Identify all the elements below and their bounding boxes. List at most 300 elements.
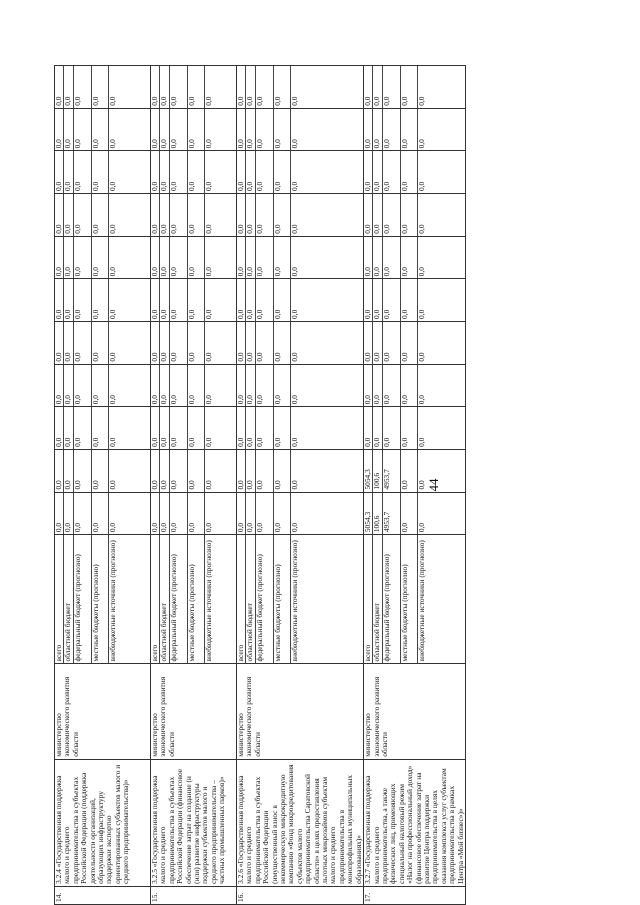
table-row bbox=[151, 66, 237, 905]
value-cell: 0,0 bbox=[108, 309, 118, 319]
value-cell: 0,0 bbox=[204, 96, 214, 106]
value-cell: 0,0 bbox=[246, 151, 255, 193]
value-column bbox=[364, 108, 466, 151]
value-cell: 0,0 bbox=[274, 322, 292, 364]
value-column bbox=[364, 194, 466, 237]
value-cell: 0,0 bbox=[256, 237, 274, 279]
value-column bbox=[364, 364, 466, 407]
value-cell: 0,0 bbox=[274, 407, 292, 449]
value-column bbox=[55, 364, 151, 407]
value-cell: 0,0 bbox=[246, 493, 255, 535]
value-cell: 0,0 bbox=[290, 437, 300, 447]
value-cell: 0,0 bbox=[256, 322, 274, 364]
value-cell: 0,0 bbox=[401, 66, 419, 108]
value-column bbox=[364, 449, 466, 492]
value-cell: 0,0 bbox=[417, 352, 427, 362]
value-column bbox=[237, 66, 364, 109]
value-cell: 0,0 bbox=[383, 365, 401, 407]
value-cell: 0,0 bbox=[256, 194, 274, 236]
value-cell: 0,0 bbox=[274, 151, 292, 193]
value-cell: 0,0 bbox=[256, 109, 274, 151]
value-cell: 0,0 bbox=[92, 365, 110, 407]
funding-sources bbox=[237, 535, 364, 664]
value-cell: 0,0 bbox=[237, 407, 246, 449]
value-cell: 0,0 bbox=[55, 109, 64, 151]
value-cell: 0,0 bbox=[256, 493, 274, 535]
value-cell: 0,0 bbox=[204, 181, 214, 192]
value-cell: 0,0 bbox=[274, 450, 292, 492]
value-column bbox=[364, 407, 466, 450]
value-cell: 0,0 bbox=[373, 322, 382, 364]
value-cell: 0,0 bbox=[64, 151, 73, 193]
value-cell: 0,0 bbox=[373, 194, 382, 236]
value-cell: 0,0 bbox=[108, 395, 118, 405]
value-cell: 0,0 bbox=[188, 407, 206, 449]
value-cell: 0,0 bbox=[204, 139, 214, 149]
value-cell: 0,0 bbox=[74, 66, 92, 108]
value-cell: 0,0 bbox=[417, 224, 427, 234]
value-cell: 0,0 bbox=[188, 279, 206, 321]
value-cell: 0,0 bbox=[92, 407, 110, 449]
value-cell: 0,0 bbox=[417, 181, 427, 192]
executor: министерство экономического развития области bbox=[55, 664, 151, 759]
source-label: всего bbox=[364, 535, 373, 663]
value-cell: 0,0 bbox=[151, 450, 160, 492]
value-cell: 0,0 bbox=[383, 407, 401, 449]
value-cell: 0,0 bbox=[55, 322, 64, 364]
value-cell: 0,0 bbox=[92, 151, 110, 193]
value-cell: 0,0 bbox=[364, 365, 373, 407]
value-column bbox=[55, 492, 151, 535]
source-label: всего bbox=[55, 535, 64, 663]
value-cell: 0,0 bbox=[290, 96, 300, 106]
value-cell: 0,0 bbox=[417, 480, 427, 490]
value-column bbox=[151, 449, 237, 492]
value-cell: 0,0 bbox=[364, 109, 373, 151]
value-cell: 0,0 bbox=[274, 109, 292, 151]
value-cell: 0,0 bbox=[64, 109, 73, 151]
value-cell: 0,0 bbox=[204, 309, 214, 319]
value-column bbox=[237, 321, 364, 364]
value-cell: 0,0 bbox=[383, 109, 401, 151]
value-cell: 0,0 bbox=[74, 279, 92, 321]
table-row bbox=[237, 66, 364, 905]
value-column bbox=[55, 279, 151, 322]
source-label: внебюджетные источники (прогнозно) bbox=[204, 540, 214, 662]
row-number: 16. bbox=[237, 886, 364, 904]
value-cell: 0,0 bbox=[383, 194, 401, 236]
value-cell: 0,0 bbox=[237, 194, 246, 236]
value-cell: 0,0 bbox=[151, 151, 160, 193]
value-column bbox=[151, 321, 237, 364]
value-column bbox=[55, 66, 151, 109]
value-cell: 0,0 bbox=[170, 450, 188, 492]
value-cell: 0,0 bbox=[151, 109, 160, 151]
row-number: 15. bbox=[151, 886, 237, 904]
value-cell: 0,0 bbox=[237, 279, 246, 321]
value-column bbox=[237, 492, 364, 535]
value-column bbox=[364, 151, 466, 194]
value-cell: 0,0 bbox=[417, 139, 427, 149]
value-cell: 0,0 bbox=[55, 237, 64, 279]
source-label: областной бюджет bbox=[160, 535, 169, 663]
value-cell: 0,0 bbox=[401, 194, 419, 236]
value-cell: 0,0 bbox=[92, 194, 110, 236]
value-cell: 0,0 bbox=[170, 194, 188, 236]
value-cell: 0,0 bbox=[188, 237, 206, 279]
value-cell: 0,0 bbox=[108, 480, 118, 490]
value-cell: 0,0 bbox=[55, 151, 64, 193]
value-cell: 0,0 bbox=[383, 322, 401, 364]
value-cell: 0,0 bbox=[74, 194, 92, 236]
value-cell: 0,0 bbox=[151, 279, 160, 321]
value-cell: 0,0 bbox=[383, 237, 401, 279]
value-cell: 0,0 bbox=[92, 66, 110, 108]
value-cell: 0,0 bbox=[246, 237, 255, 279]
source-label: местные бюджеты (прогнозно) bbox=[188, 535, 206, 663]
value-cell: 0,0 bbox=[108, 139, 118, 149]
value-cell: 0,0 bbox=[364, 66, 373, 108]
value-cell: 0,0 bbox=[170, 407, 188, 449]
value-column bbox=[364, 236, 466, 279]
measure-name: 3.2.4 «Государственная поддержка малого и среднего предпринимательства в субъектах Российской Федерации (поддержка деятельности организаций, образующих инфраструктуру поддержки экспортно ориентированных субъектов малого и среднего предпринимательства)» bbox=[55, 759, 151, 886]
measure-name: 3.2.7 «Государственная поддержка малого и среднего предпринимательства, а также физических лиц, применяющих специальный налоговый режим «Налог на профессиональный доход» (финансовое обеспечение затрат на развитие Центра поддержки предпринимательства в целях оказания комплекса услуг субъектам предпринимательства в рамках Центра «Мой бизнес»)» bbox=[364, 759, 466, 886]
value-cell: 0,0 bbox=[364, 407, 373, 449]
value-column bbox=[237, 364, 364, 407]
value-cell: 0,0 bbox=[74, 237, 92, 279]
value-cell: 0,0 bbox=[401, 322, 419, 364]
value-cell: 0,0 bbox=[274, 365, 292, 407]
value-cell: 100,6 bbox=[373, 450, 382, 492]
value-cell: 0,0 bbox=[108, 224, 118, 234]
value-cell: 0,0 bbox=[92, 109, 110, 151]
value-cell: 0,0 bbox=[160, 322, 169, 364]
row-number: 17. bbox=[364, 886, 466, 904]
value-cell: 0,0 bbox=[237, 237, 246, 279]
value-column bbox=[237, 279, 364, 322]
value-column bbox=[237, 236, 364, 279]
value-column bbox=[55, 194, 151, 237]
value-cell: 0,0 bbox=[290, 181, 300, 192]
value-column bbox=[151, 151, 237, 194]
value-cell: 0,0 bbox=[92, 493, 110, 535]
value-cell: 0,0 bbox=[290, 139, 300, 149]
value-cell: 0,0 bbox=[290, 352, 300, 362]
value-cell: 0,0 bbox=[74, 407, 92, 449]
budget-table bbox=[54, 65, 466, 905]
source-label: федеральный бюджет (прогнозно) bbox=[74, 535, 92, 663]
executor: министерство экономического развития области bbox=[237, 664, 364, 759]
value-cell: 0,0 bbox=[401, 109, 419, 151]
value-cell: 0,0 bbox=[64, 450, 73, 492]
value-cell: 0,0 bbox=[364, 194, 373, 236]
measure-name: 3.2.5 «Государственная поддержка малого и среднего предпринимательства в субъектах Российской Федерации (финансовое обеспечение затрат на создание (и (или) развитие инфраструктуры поддержки субъектов малого и среднего предпринимательства – частных промышленных парков)» bbox=[151, 759, 237, 886]
value-cell: 0,0 bbox=[237, 365, 246, 407]
value-column bbox=[55, 449, 151, 492]
value-cell: 0,0 bbox=[188, 194, 206, 236]
value-cell: 0,0 bbox=[160, 66, 169, 108]
table-row bbox=[364, 66, 466, 905]
value-cell: 0,0 bbox=[170, 279, 188, 321]
value-cell: 0,0 bbox=[417, 309, 427, 319]
value-column bbox=[237, 194, 364, 237]
value-cell: 0,0 bbox=[383, 151, 401, 193]
value-column bbox=[55, 151, 151, 194]
value-cell: 0,0 bbox=[64, 66, 73, 108]
value-cell: 0,0 bbox=[401, 237, 419, 279]
value-cell: 0,0 bbox=[170, 109, 188, 151]
source-label: внебюджетные источники (прогнозно) bbox=[417, 540, 427, 662]
rotated-content bbox=[54, 65, 614, 905]
value-cell: 0,0 bbox=[74, 493, 92, 535]
value-cell: 0,0 bbox=[188, 66, 206, 108]
value-cell: 0,0 bbox=[74, 365, 92, 407]
value-cell: 0,0 bbox=[151, 322, 160, 364]
value-cell: 0,0 bbox=[204, 437, 214, 447]
row-number: 14. bbox=[55, 886, 151, 904]
value-cell: 0,0 bbox=[204, 395, 214, 405]
value-cell: 100,6 bbox=[373, 493, 382, 535]
value-column bbox=[151, 66, 237, 109]
source-label: областной бюджет bbox=[373, 535, 382, 663]
value-cell: 0,0 bbox=[274, 279, 292, 321]
value-column bbox=[151, 492, 237, 535]
value-cell: 0,0 bbox=[373, 237, 382, 279]
value-cell: 0,0 bbox=[290, 480, 300, 490]
source-label: областной бюджет bbox=[246, 535, 255, 663]
source-label: всего bbox=[151, 535, 160, 663]
value-column bbox=[364, 321, 466, 364]
value-column bbox=[237, 151, 364, 194]
funding-sources bbox=[364, 535, 466, 664]
value-cell: 0,0 bbox=[383, 279, 401, 321]
value-cell: 0,0 bbox=[237, 450, 246, 492]
value-cell: 0,0 bbox=[237, 109, 246, 151]
value-column bbox=[55, 321, 151, 364]
value-cell: 0,0 bbox=[237, 322, 246, 364]
value-cell: 0,0 bbox=[160, 151, 169, 193]
value-cell: 0,0 bbox=[373, 151, 382, 193]
value-column bbox=[237, 407, 364, 450]
value-cell: 0,0 bbox=[373, 365, 382, 407]
value-cell: 0,0 bbox=[160, 194, 169, 236]
value-cell: 0,0 bbox=[401, 365, 419, 407]
value-cell: 0,0 bbox=[188, 151, 206, 193]
value-cell: 0,0 bbox=[108, 522, 118, 533]
value-cell: 0,0 bbox=[55, 493, 64, 535]
value-cell: 0,0 bbox=[364, 237, 373, 279]
value-cell: 0,0 bbox=[151, 66, 160, 108]
value-cell: 0,0 bbox=[170, 322, 188, 364]
value-cell: 0,0 bbox=[417, 267, 427, 277]
value-cell: 0,0 bbox=[246, 279, 255, 321]
value-cell: 0,0 bbox=[256, 279, 274, 321]
value-cell: 0,0 bbox=[246, 407, 255, 449]
value-cell: 0,0 bbox=[188, 493, 206, 535]
value-cell: 0,0 bbox=[237, 151, 246, 193]
value-cell: 0,0 bbox=[151, 493, 160, 535]
value-cell: 0,0 bbox=[151, 194, 160, 236]
value-cell: 0,0 bbox=[160, 407, 169, 449]
source-label: внебюджетные источники (прогнозно) bbox=[108, 540, 118, 662]
value-cell: 0,0 bbox=[274, 493, 292, 535]
value-cell: 0,0 bbox=[364, 279, 373, 321]
value-cell: 0,0 bbox=[92, 450, 110, 492]
value-cell: 0,0 bbox=[237, 493, 246, 535]
source-label: местные бюджеты (прогнозно) bbox=[92, 535, 110, 663]
value-cell: 0,0 bbox=[170, 66, 188, 108]
value-cell: 0,0 bbox=[74, 109, 92, 151]
value-column bbox=[55, 407, 151, 450]
value-cell: 0,0 bbox=[246, 194, 255, 236]
value-cell: 0,0 bbox=[204, 224, 214, 234]
value-column bbox=[151, 236, 237, 279]
source-label: внебюджетные источники (прогнозно) bbox=[290, 540, 300, 662]
value-cell: 0,0 bbox=[55, 365, 64, 407]
value-cell: 0,0 bbox=[160, 279, 169, 321]
executor: министерство экономического развития области bbox=[364, 664, 466, 759]
value-cell: 0,0 bbox=[401, 279, 419, 321]
value-cell: 0,0 bbox=[55, 279, 64, 321]
value-cell: 0,0 bbox=[256, 151, 274, 193]
value-cell: 0,0 bbox=[204, 352, 214, 362]
value-cell: 0,0 bbox=[246, 450, 255, 492]
value-cell: 0,0 bbox=[401, 407, 419, 449]
value-cell: 0,0 bbox=[55, 66, 64, 108]
value-cell: 0,0 bbox=[274, 194, 292, 236]
value-cell: 0,0 bbox=[246, 322, 255, 364]
value-cell: 0,0 bbox=[64, 322, 73, 364]
value-cell: 0,0 bbox=[170, 151, 188, 193]
executor: министерство экономического развития области bbox=[151, 664, 237, 759]
value-cell: 0,0 bbox=[108, 181, 118, 192]
value-cell: 0,0 bbox=[55, 407, 64, 449]
value-cell: 0,0 bbox=[364, 322, 373, 364]
value-cell: 0,0 bbox=[188, 450, 206, 492]
source-label: местные бюджеты (прогнозно) bbox=[274, 535, 292, 663]
value-cell: 4953,7 bbox=[383, 493, 401, 535]
value-cell: 5054,3 bbox=[364, 493, 373, 535]
funding-sources bbox=[151, 535, 237, 664]
value-cell: 0,0 bbox=[92, 322, 110, 364]
value-column bbox=[151, 194, 237, 237]
value-cell: 0,0 bbox=[160, 237, 169, 279]
value-cell: 0,0 bbox=[383, 66, 401, 108]
value-cell: 0,0 bbox=[256, 66, 274, 108]
value-column bbox=[151, 108, 237, 151]
value-column bbox=[237, 108, 364, 151]
value-cell: 0,0 bbox=[364, 151, 373, 193]
source-label: федеральный бюджет (прогнозно) bbox=[383, 535, 401, 663]
value-column bbox=[151, 407, 237, 450]
value-column bbox=[364, 279, 466, 322]
source-label: областной бюджет bbox=[64, 535, 73, 663]
measure-name: 3.2.6 «Государственная поддержка малого и среднего предпринимательства в субъектах Российской Федерации (имущественный взнос в некоммерческую микрокредитную компанию «Фонд микрокредитования субъектов малого предпринимательства Саратовской области» в целях предоставления льготных микрозаймов субъектам малого и среднего предпринимательства в монопрофильных муниципальных образованиях)» bbox=[237, 759, 364, 886]
value-cell: 0,0 bbox=[290, 267, 300, 277]
value-cell: 0,0 bbox=[256, 407, 274, 449]
value-cell: 0,0 bbox=[160, 450, 169, 492]
value-cell: 0,0 bbox=[274, 237, 292, 279]
value-cell: 0,0 bbox=[160, 109, 169, 151]
value-cell: 0,0 bbox=[188, 109, 206, 151]
value-cell: 0,0 bbox=[151, 365, 160, 407]
value-cell: 0,0 bbox=[204, 522, 214, 533]
value-cell: 0,0 bbox=[92, 279, 110, 321]
value-cell: 0,0 bbox=[246, 365, 255, 407]
value-cell: 0,0 bbox=[290, 309, 300, 319]
value-cell: 0,0 bbox=[92, 237, 110, 279]
page-number: 44 bbox=[426, 478, 441, 492]
value-cell: 0,0 bbox=[188, 365, 206, 407]
source-label: всего bbox=[237, 535, 246, 663]
value-cell: 0,0 bbox=[373, 279, 382, 321]
value-column bbox=[364, 66, 466, 109]
value-cell: 0,0 bbox=[170, 365, 188, 407]
value-cell: 0,0 bbox=[246, 66, 255, 108]
value-cell: 0,0 bbox=[151, 407, 160, 449]
value-cell: 5054,3 bbox=[364, 450, 373, 492]
value-cell: 0,0 bbox=[290, 224, 300, 234]
value-cell: 0,0 bbox=[204, 480, 214, 490]
value-cell: 0,0 bbox=[401, 151, 419, 193]
value-cell: 4953,7 bbox=[383, 450, 401, 492]
value-cell: 0,0 bbox=[188, 322, 206, 364]
value-cell: 0,0 bbox=[290, 522, 300, 533]
value-cell: 0,0 bbox=[64, 279, 73, 321]
value-cell: 0,0 bbox=[160, 365, 169, 407]
value-cell: 0,0 bbox=[64, 493, 73, 535]
value-cell: 0,0 bbox=[74, 322, 92, 364]
value-column bbox=[55, 236, 151, 279]
value-cell: 0,0 bbox=[108, 352, 118, 362]
source-label: федеральный бюджет (прогнозно) bbox=[256, 535, 274, 663]
value-cell: 0,0 bbox=[64, 365, 73, 407]
value-cell: 0,0 bbox=[170, 237, 188, 279]
value-cell: 0,0 bbox=[274, 66, 292, 108]
source-label: местные бюджеты (прогнозно) bbox=[401, 535, 419, 663]
value-column bbox=[55, 108, 151, 151]
value-cell: 0,0 bbox=[64, 194, 73, 236]
value-cell: 0,0 bbox=[151, 237, 160, 279]
value-column bbox=[151, 279, 237, 322]
value-cell: 0,0 bbox=[373, 66, 382, 108]
value-cell: 0,0 bbox=[170, 493, 188, 535]
value-cell: 0,0 bbox=[417, 395, 427, 405]
funding-sources bbox=[55, 535, 151, 664]
value-cell: 0,0 bbox=[55, 194, 64, 236]
value-cell: 0,0 bbox=[401, 493, 419, 535]
value-cell: 0,0 bbox=[237, 66, 246, 108]
value-column bbox=[364, 492, 466, 535]
value-cell: 0,0 bbox=[290, 395, 300, 405]
value-cell: 0,0 bbox=[64, 407, 73, 449]
value-cell: 0,0 bbox=[64, 237, 73, 279]
value-cell: 0,0 bbox=[74, 450, 92, 492]
value-cell: 0,0 bbox=[246, 109, 255, 151]
value-cell: 0,0 bbox=[108, 437, 118, 447]
value-cell: 0,0 bbox=[417, 437, 427, 447]
value-cell: 0,0 bbox=[256, 450, 274, 492]
value-cell: 0,0 bbox=[55, 450, 64, 492]
value-cell: 0,0 bbox=[160, 493, 169, 535]
source-label: федеральный бюджет (прогнозно) bbox=[170, 535, 188, 663]
value-column bbox=[237, 449, 364, 492]
value-cell: 0,0 bbox=[401, 450, 419, 492]
table-row bbox=[55, 66, 151, 905]
value-cell: 0,0 bbox=[373, 109, 382, 151]
value-cell: 0,0 bbox=[108, 96, 118, 106]
value-cell: 0,0 bbox=[417, 96, 427, 106]
